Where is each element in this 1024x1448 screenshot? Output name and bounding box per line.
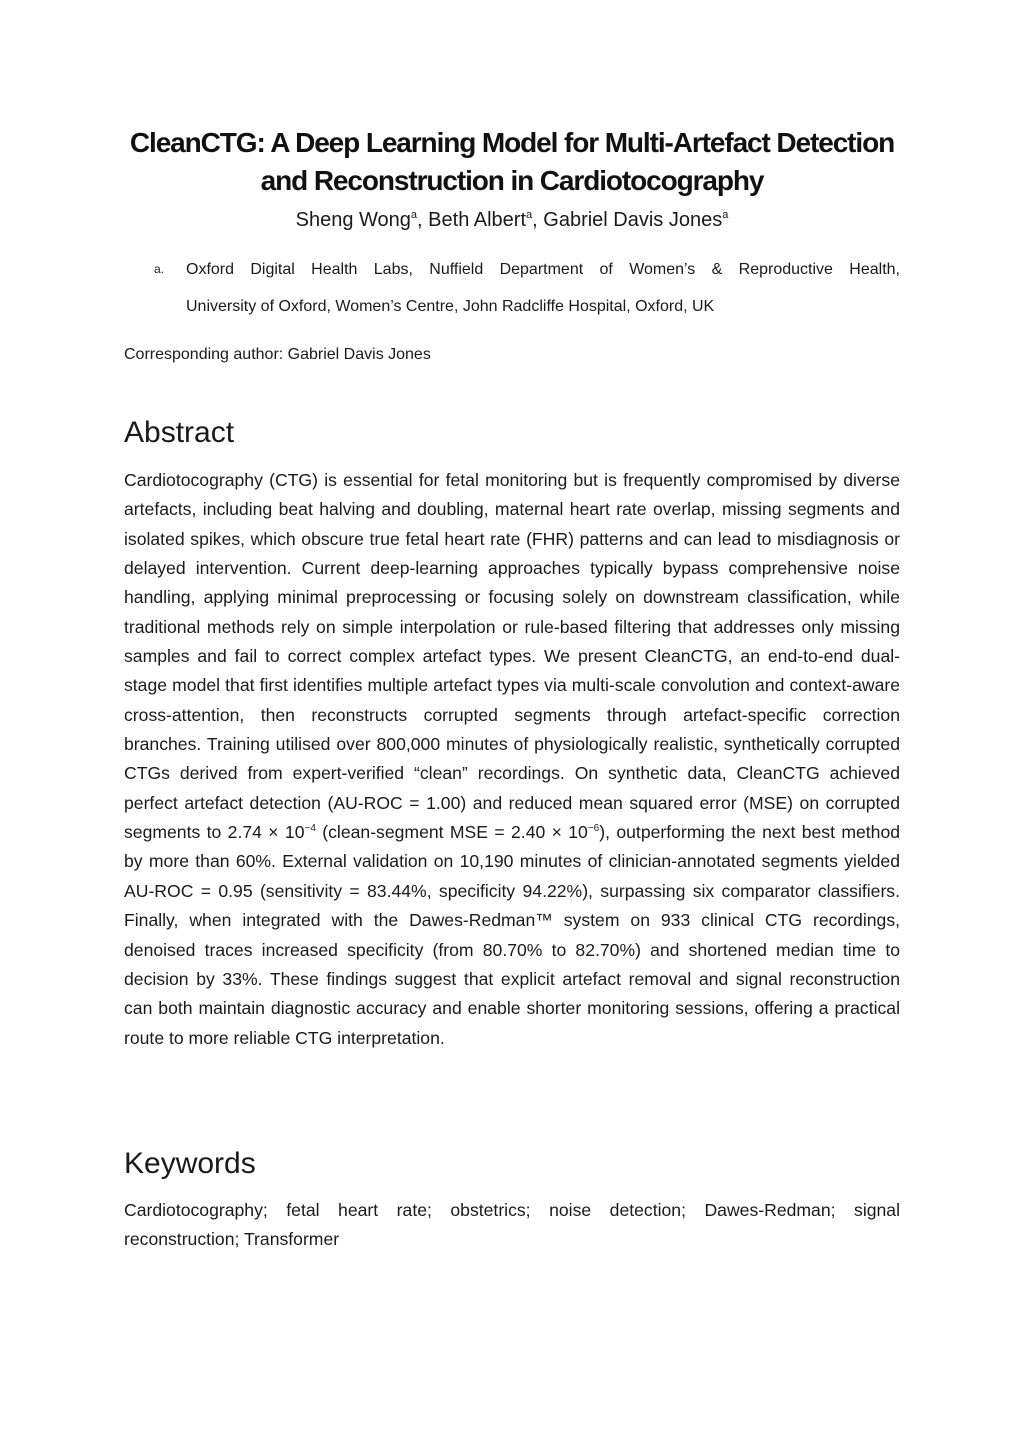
author-list: Sheng Wong$^a$, Beth Albert$^a$, Gabriel Davis Jones$^a$ xyxy=(295,209,729,231)
affiliation-marker: a. xyxy=(154,262,165,276)
author-name: Beth Albert xyxy=(428,209,527,231)
author-name: Gabriel Davis Jones xyxy=(543,209,723,231)
abstract-heading: Abstract xyxy=(124,416,235,449)
abstract-exponent-1: −4 xyxy=(304,823,316,835)
keywords-body: Cardiotocography; fetal heart rate; obstetrics; noise detection; Dawes-Redman; signal reconstruction; Transformer xyxy=(124,1200,900,1250)
keywords-heading: Keywords xyxy=(124,1147,256,1180)
paper-title-line-2: and Reconstruction in Cardiotocography xyxy=(260,165,764,196)
abstract-text-part-1: Cardiotocography (CTG) is essential for fetal monitoring but is frequently compromised by diverse artefacts, including beat halving and doubling, maternal heart rate overlap, missing segments and isolated spikes, which obscure true fetal heart rate (FHR) patterns and can lead to misdiagnosis or delayed intervention. Current deep-learning approaches typically bypass comprehensive noise handling, applying minimal preprocessing or focusing solely on downstream classification, while traditional methods rely on simple interpolation or rule-based filtering that addresses only missing samples and fail to correct complex artefact types. We present CleanCTG, an end-to-end dual-stage model that first identifies multiple artefact types via multi-scale convolution and context-aware cross-attention, then reconstructs corrupted segments through artefact-specific correction branches. Training utilised over 800,000 minutes of physiologically realistic, synthetically corrupted CTGs derived from expert-verified “clean” recordings. On synthetic data, CleanCTG achieved perfect artefact detection (AU-ROC = 1.00) and reduced mean squared error (MSE) on corrupted segments to 2.74 × 10 xyxy=(124,470,900,843)
paper-title-line-1: CleanCTG: A Deep Learning Model for Multi-Artefact Detection xyxy=(129,127,895,158)
author-affiliation-marker: a xyxy=(722,209,729,221)
abstract-body xyxy=(124,466,900,1053)
abstract-exponent-2: −6 xyxy=(587,823,600,835)
affiliation xyxy=(186,251,900,325)
paper-title xyxy=(114,124,910,200)
affiliation-line-2: University of Oxford, Women’s Centre, John Radcliffe Hospital, Oxford, UK xyxy=(186,298,715,315)
author-affiliation-marker: a xyxy=(526,209,533,221)
author-name: Sheng Wong xyxy=(295,209,411,231)
abstract-text-part-2: (clean-segment MSE = 2.40 × 10 xyxy=(315,822,588,843)
corresponding-author: Corresponding author: Gabriel Davis Jones xyxy=(124,346,431,363)
abstract-text-part-3: ), outperforming the next best method by more than 60%. External validation on 10,190 minutes of clinician-annotated segments yielded AU-ROC = 0.95 (sensitivity = 83.44%, specificity 94.22%), surpassing six comparator classifiers. Finally, when integrated with the Dawes-Redman™ system on 933 clinical CTG recordings, denoised traces increased specificity (from 80.70% to 82.70%) and shortened median time to decision by 33%. These findings suggest that explicit artefact removal and signal reconstruction can both maintain diagnostic accuracy and enable shorter monitoring sessions, offering a practical route to more reliable CTG interpretation. xyxy=(124,822,901,1048)
affiliation-line-1: Oxford Digital Health Labs, Nuffield Department of Women’s & Reproductive Health, xyxy=(186,261,900,278)
author-affiliation-marker: a xyxy=(410,209,418,221)
